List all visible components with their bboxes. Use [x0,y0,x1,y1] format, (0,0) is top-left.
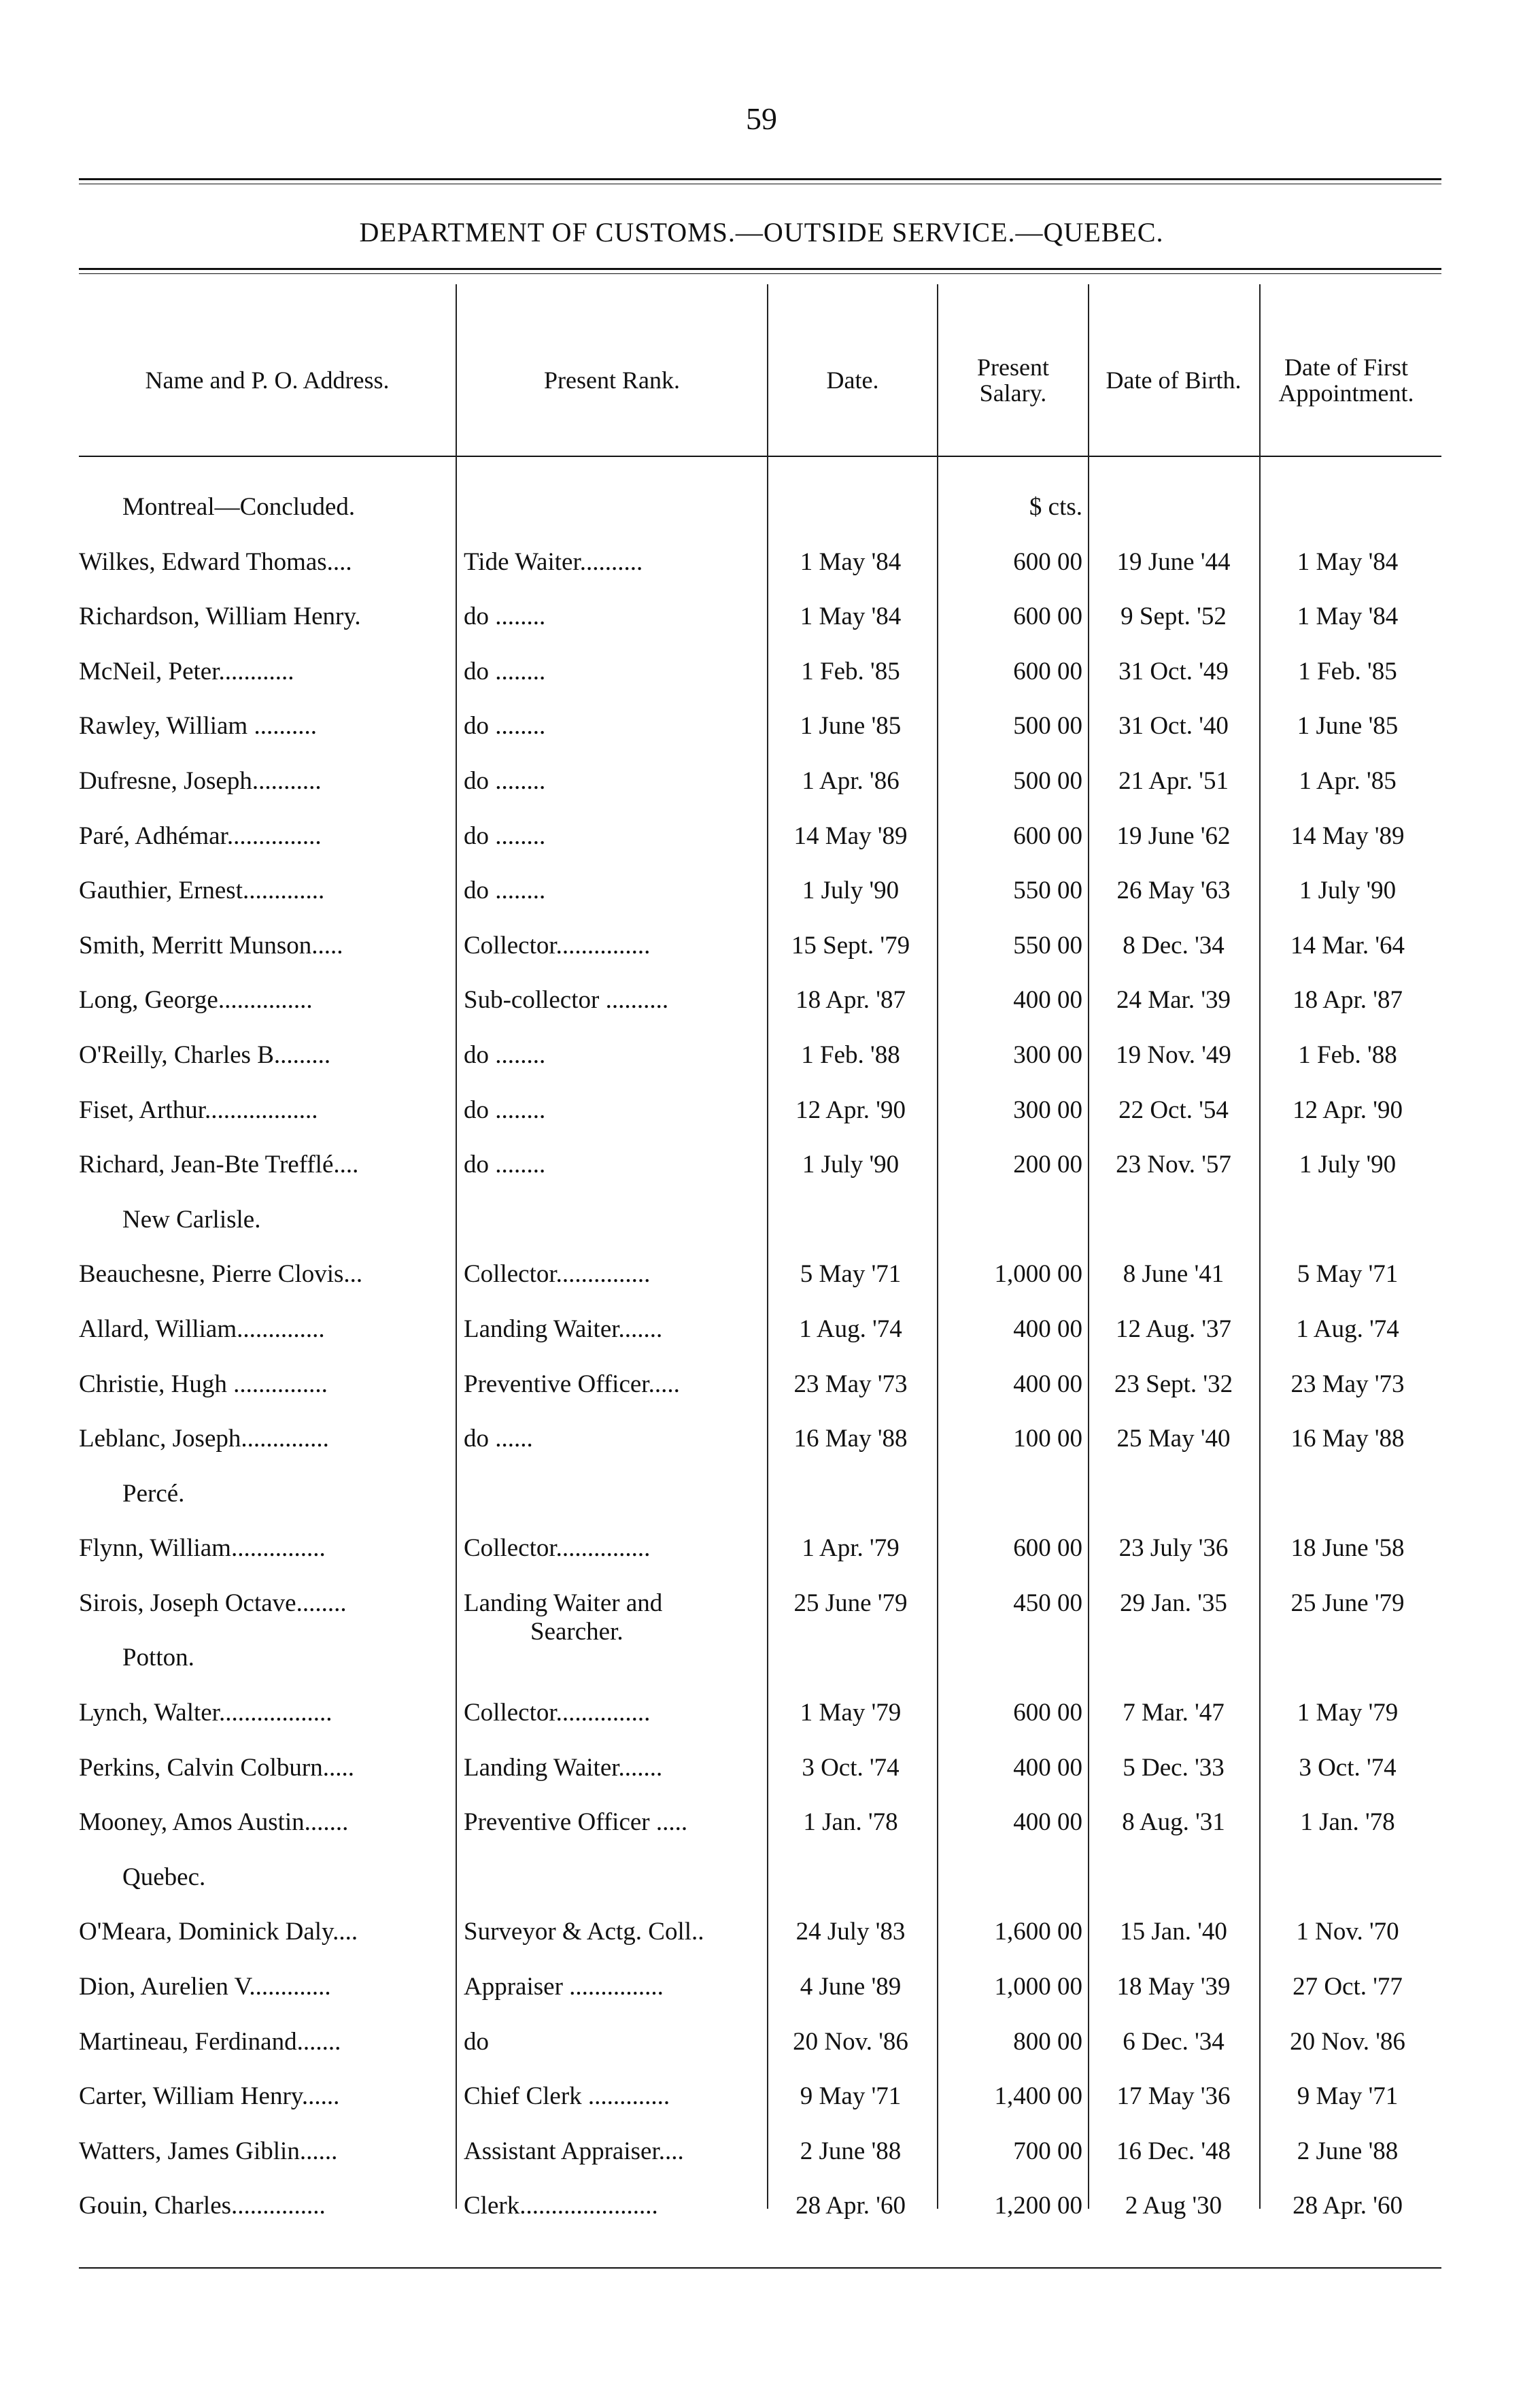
rank-date: 16 May '88 [793,1425,908,1453]
rank-date: 9 May '71 [800,2082,902,2111]
date-of-first-appointment: 1 Feb. '88 [1298,1040,1397,1069]
date-of-first-appointment: 20 Nov. '86 [1290,2027,1405,2056]
date-of-birth: 23 July '36 [1118,1534,1229,1563]
present-salary: 700 00 [1013,2137,1082,2165]
employee-name: Leblanc, Joseph.............. [79,1425,329,1453]
present-salary: 600 00 [1013,657,1082,685]
date-of-birth: 31 Oct. '49 [1118,657,1229,685]
rank-date: 2 June '88 [800,2137,902,2165]
table-row [0,1412,1523,1467]
date-of-birth: 31 Oct. '40 [1118,712,1229,741]
table-row [0,1028,1523,1083]
table-row [0,1741,1523,1796]
date-of-first-appointment: 1 June '85 [1297,712,1399,741]
date-of-birth: 8 Dec. '34 [1123,931,1225,960]
date-of-birth: 17 May '36 [1116,2082,1231,2111]
section-title: Quebec. [122,1863,206,1891]
present-rank: Collector............... [464,1534,651,1563]
present-salary: 300 00 [1013,1096,1082,1124]
column-header-first-appointment: Date of First Appointment. [1278,354,1414,407]
present-salary: 550 00 [1013,931,1082,960]
date-of-first-appointment: 1 July '90 [1299,1151,1397,1179]
rank-date: 4 June '89 [800,1973,902,2001]
present-rank: do ........ [464,1096,546,1124]
rank-date: 1 May '84 [800,603,902,631]
section-heading-row [0,1850,1523,1905]
employee-name: Mooney, Amos Austin....... [79,1808,349,1837]
date-of-first-appointment: 14 Mar. '64 [1290,931,1405,960]
employee-name: Christie, Hugh ............... [79,1370,328,1398]
table-row [0,699,1523,754]
present-salary: 1,600 00 [994,1918,1082,1946]
present-rank: Collector............... [464,1699,651,1727]
rank-date: 1 July '90 [802,1151,900,1179]
present-salary: 200 00 [1013,1151,1082,1179]
present-rank: Preventive Officer..... [464,1370,680,1398]
table-row [0,2179,1523,2234]
table-row [0,1686,1523,1741]
present-salary: 400 00 [1013,1315,1082,1343]
employee-name: Martineau, Ferdinand....... [79,2027,341,2056]
date-of-first-appointment: 1 Aug. '74 [1296,1315,1399,1343]
present-salary: 800 00 [1013,2027,1082,2056]
date-of-birth: 15 Jan. '40 [1120,1918,1227,1946]
present-salary: 500 00 [1013,712,1082,741]
rank-date: 25 June '79 [793,1589,908,1617]
date-of-birth: 8 Aug. '31 [1122,1808,1225,1837]
present-rank: Tide Waiter.......... [464,547,643,576]
column-header-date: Date. [826,367,879,394]
date-of-birth: 16 Dec. '48 [1116,2137,1231,2165]
table-row [0,590,1523,645]
rank-date: 1 Aug. '74 [799,1315,902,1343]
date-of-birth: 19 June '44 [1116,547,1231,576]
date-of-first-appointment: 12 Apr. '90 [1293,1096,1403,1124]
table-row [0,2015,1523,2070]
employee-name: Carter, William Henry...... [79,2082,340,2111]
rank-date: 23 May '73 [793,1370,908,1398]
rank-date: 20 Nov. '86 [793,2027,908,2056]
date-of-birth: 26 May '63 [1116,877,1231,905]
date-of-first-appointment: 1 Nov. '70 [1296,1918,1399,1946]
section-title: New Carlisle. [122,1205,261,1234]
present-rank: do ........ [464,657,546,685]
rank-date: 14 May '89 [793,821,908,850]
date-of-first-appointment: 1 Feb. '85 [1298,657,1397,685]
section-title: Potton. [122,1644,194,1672]
present-salary: 600 00 [1013,1534,1082,1563]
date-of-first-appointment: 1 July '90 [1299,877,1397,905]
date-of-first-appointment: 1 May '84 [1297,603,1399,631]
employee-name: Smith, Merritt Munson..... [79,931,343,960]
section-heading-row [0,1467,1523,1522]
present-rank: do [464,2027,489,2056]
rank-date: 3 Oct. '74 [802,1753,900,1782]
present-rank: Collector............... [464,1260,651,1289]
employee-name: Watters, James Giblin...... [79,2137,338,2165]
table-row [0,1521,1523,1576]
page-number: 59 [746,101,777,136]
date-of-birth: 6 Dec. '34 [1123,2027,1225,2056]
present-salary: 1,400 00 [994,2082,1082,2111]
table-row [0,535,1523,590]
date-of-first-appointment: 28 Apr. '60 [1293,2192,1403,2220]
date-of-first-appointment: 1 Apr. '85 [1299,766,1397,795]
table-row [0,1247,1523,1302]
table-row [0,864,1523,919]
present-rank-continued: Searcher. [530,1617,623,1646]
rank-date: 1 Feb. '85 [801,657,900,685]
rank-date: 1 Apr. '79 [802,1534,900,1563]
present-rank: Collector............... [464,931,651,960]
present-rank: do ...... [464,1425,533,1453]
date-of-birth: 29 Jan. '35 [1120,1589,1227,1617]
table-row [0,1138,1523,1193]
present-salary: 300 00 [1013,1040,1082,1069]
present-rank: Landing Waiter....... [464,1753,663,1782]
employee-name: O'Meara, Dominick Daly.... [79,1918,358,1946]
table-bottom-rule [79,2267,1441,2269]
date-of-first-appointment: 5 May '71 [1297,1260,1399,1289]
rank-date: 15 Sept. '79 [791,931,910,960]
table-row [0,809,1523,864]
date-of-birth: 25 May '40 [1116,1425,1231,1453]
rank-date: 1 July '90 [802,877,900,905]
present-rank: Preventive Officer ..... [464,1808,688,1837]
date-of-birth: 23 Nov. '57 [1116,1151,1231,1179]
present-rank: Landing Waiter and [464,1589,663,1617]
table-row [0,1083,1523,1138]
present-rank: do ........ [464,877,546,905]
present-salary: 1,000 00 [994,1260,1082,1289]
table-row [0,919,1523,974]
date-of-first-appointment: 18 Apr. '87 [1293,986,1403,1015]
present-rank: do ........ [464,603,546,631]
employee-name: Wilkes, Edward Thomas.... [79,547,352,576]
date-of-birth: 7 Mar. '47 [1123,1699,1225,1727]
employee-name: Gauthier, Ernest............. [79,877,325,905]
present-salary: 400 00 [1013,1808,1082,1837]
present-salary: 600 00 [1013,821,1082,850]
present-salary: 400 00 [1013,1753,1082,1782]
table-row [0,1960,1523,2015]
present-rank: do ........ [464,712,546,741]
date-of-birth: 18 May '39 [1116,1973,1231,2001]
section-title: Percé. [122,1479,185,1508]
rank-date: 28 Apr. '60 [795,2192,906,2220]
present-rank: Sub-collector .......... [464,986,669,1015]
rank-date: 12 Apr. '90 [795,1096,906,1124]
employee-name: Dion, Aurelien V............. [79,1973,331,2001]
column-header-birth: Date of Birth. [1106,367,1242,394]
section-heading-row [0,480,1523,535]
employee-name: Sirois, Joseph Octave........ [79,1589,347,1617]
top-rule [79,178,1441,180]
employee-name: Flynn, William............... [79,1534,326,1563]
date-of-birth: 5 Dec. '33 [1123,1753,1225,1782]
rank-date: 1 May '84 [800,547,902,576]
employee-name: Beauchesne, Pierre Clovis... [79,1260,363,1289]
date-of-birth: 8 June '41 [1123,1260,1225,1289]
date-of-birth: 19 Nov. '49 [1116,1040,1231,1069]
employee-name: Allard, William.............. [79,1315,325,1343]
section-title: Montreal—Concluded. [122,493,356,521]
table-row [0,645,1523,700]
header-bottom-rule [79,456,1441,457]
date-of-first-appointment: 3 Oct. '74 [1299,1753,1397,1782]
table-row [0,754,1523,809]
table-row [0,1302,1523,1357]
present-rank: Landing Waiter....... [464,1315,663,1343]
present-salary: 100 00 [1013,1425,1082,1453]
present-salary: 600 00 [1013,1699,1082,1727]
date-of-birth: 12 Aug. '37 [1115,1315,1232,1343]
present-salary: 400 00 [1013,1370,1082,1398]
present-rank: Chief Clerk ............. [464,2082,670,2111]
present-salary: 550 00 [1013,877,1082,905]
table-row [0,1795,1523,1850]
employee-name: Lynch, Walter.................. [79,1699,332,1727]
date-of-first-appointment: 18 June '58 [1290,1534,1405,1563]
present-rank: Assistant Appraiser.... [464,2137,684,2165]
present-salary: 600 00 [1013,547,1082,576]
present-salary: 450 00 [1013,1589,1082,1617]
date-of-birth: 24 Mar. '39 [1116,986,1231,1015]
date-of-first-appointment: 2 June '88 [1297,2137,1399,2165]
rank-date: 18 Apr. '87 [795,986,906,1015]
rank-date: 1 Jan. '78 [803,1808,898,1837]
employee-name: Fiset, Arthur.................. [79,1096,318,1124]
rank-date: 1 June '85 [800,712,902,741]
date-of-first-appointment: 25 June '79 [1290,1589,1405,1617]
employee-name: O'Reilly, Charles B......... [79,1040,331,1069]
table-row [0,1905,1523,1960]
employee-name: Rawley, William .......... [79,712,317,741]
section-heading-row [0,1631,1523,1686]
rank-date: 24 July '83 [795,1918,906,1946]
present-rank: do ........ [464,1040,546,1069]
present-rank: Surveyor & Actg. Coll.. [464,1918,704,1946]
rank-date: 1 Apr. '86 [802,766,900,795]
page-heading: DEPARTMENT OF CUSTOMS.—OUTSIDE SERVICE.—QUEBEC. [359,217,1164,248]
present-rank: do ........ [464,1151,546,1179]
column-header-name: Name and P. O. Address. [145,367,390,394]
present-salary: 500 00 [1013,766,1082,795]
table-row [0,973,1523,1028]
employee-name: Long, George............... [79,986,313,1015]
date-of-birth: 23 Sept. '32 [1114,1370,1233,1398]
date-of-first-appointment: 16 May '88 [1290,1425,1405,1453]
date-of-first-appointment: 14 May '89 [1290,821,1405,850]
date-of-birth: 21 Apr. '51 [1118,766,1229,795]
table-top-rule [79,268,1441,270]
employee-name: Gouin, Charles............... [79,2192,326,2220]
date-of-first-appointment: 23 May '73 [1290,1370,1405,1398]
date-of-birth: 22 Oct. '54 [1118,1096,1229,1124]
rank-date: 5 May '71 [800,1260,902,1289]
employee-name: Perkins, Calvin Colburn..... [79,1753,354,1782]
table-row [0,2069,1523,2124]
present-rank: Clerk...................... [464,2192,658,2220]
present-salary: 600 00 [1013,603,1082,631]
table-top-rule-thin [79,273,1441,274]
present-rank: Appraiser ............... [464,1973,664,2001]
present-rank: do ........ [464,766,546,795]
table-body [0,480,1523,2234]
date-of-first-appointment: 1 Jan. '78 [1300,1808,1395,1837]
present-salary: 1,200 00 [994,2192,1082,2220]
section-heading-row [0,1193,1523,1248]
date-of-first-appointment: 1 May '79 [1297,1699,1399,1727]
employee-name: Dufresne, Joseph........... [79,766,322,795]
present-salary: 1,000 00 [994,1973,1082,2001]
present-rank: do ........ [464,821,546,850]
table-row [0,2124,1523,2180]
date-of-birth: 19 June '62 [1116,821,1231,850]
date-of-first-appointment: 27 Oct. '77 [1293,1973,1403,2001]
column-header-salary: Present Salary. [977,354,1049,407]
currency-label: $ cts. [1029,493,1082,521]
present-salary: 400 00 [1013,986,1082,1015]
employee-name: Richardson, William Henry. [79,603,361,631]
employee-name: Paré, Adhémar............... [79,821,322,850]
column-header-rank: Present Rank. [544,367,680,394]
date-of-first-appointment: 9 May '71 [1297,2082,1399,2111]
rank-date: 1 May '79 [800,1699,902,1727]
table-row [0,1576,1523,1646]
date-of-first-appointment: 1 May '84 [1297,547,1399,576]
date-of-birth: 2 Aug '30 [1125,2192,1222,2220]
rank-date: 1 Feb. '88 [801,1040,900,1069]
date-of-birth: 9 Sept. '52 [1120,603,1227,631]
employee-name: Richard, Jean-Bte Trefflé.... [79,1151,359,1179]
employee-name: McNeil, Peter............ [79,657,294,685]
table-row [0,1357,1523,1412]
